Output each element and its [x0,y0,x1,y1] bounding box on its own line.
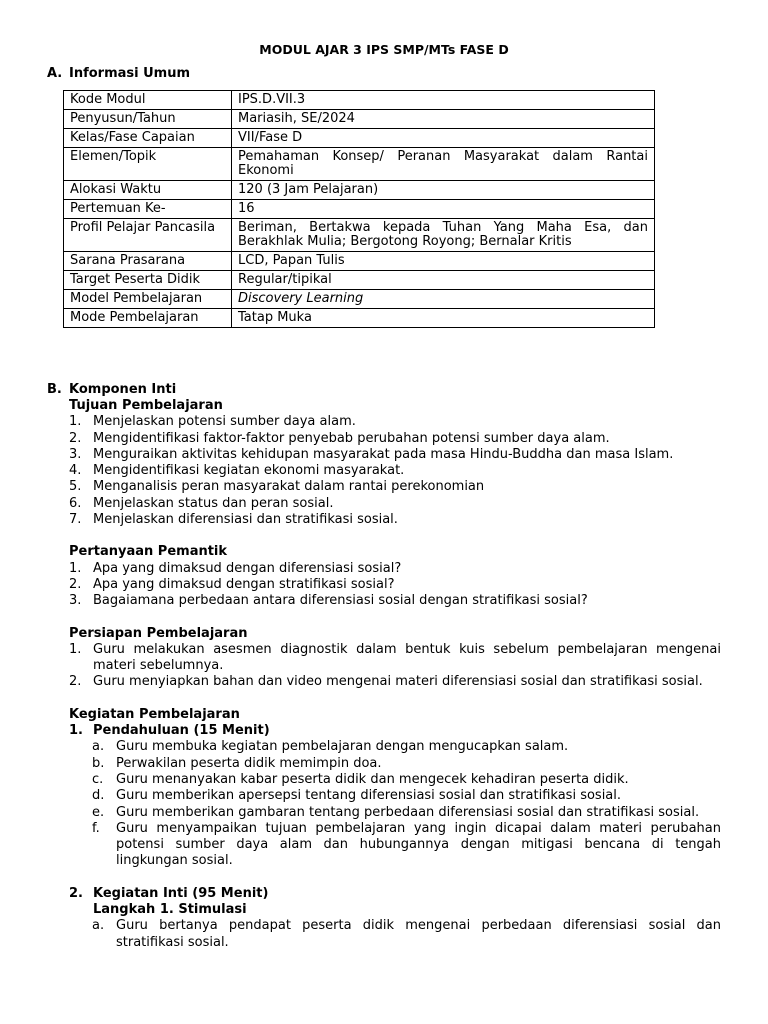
info-key: Alokasi Waktu [64,181,232,200]
pendahuluan-item-marker: e. [92,804,105,820]
section-a-heading [47,66,190,81]
tujuan-item-text: Mengidentifikasi kegiatan ekonomi masyarakat. [93,463,405,479]
tujuan-item-marker: 6. [69,495,82,511]
tujuan-item-text: Menjelaskan potensi sumber daya alam. [93,414,356,430]
tujuan-item-marker: 1. [69,414,82,430]
tujuan-item [47,479,721,495]
pendahuluan-item-text: Perwakilan peserta didik memimpin doa. [116,755,382,771]
pendahuluan-item [47,788,721,804]
section-b-title: Komponen Inti [69,382,177,397]
info-value: Pemahaman Konsep/ Peranan Masyarakat dalam Rantai Ekonomi [232,148,655,181]
pendahuluan-item-text: Guru menanyakan kabar peserta didik dan mengecek kehadiran peserta didik. [116,771,629,787]
pendahuluan-item-text: Guru menyampaikan tujuan pembelajaran yang ingin dicapai dalam materi perubahan potensi sumber daya alam dan hubungannya dengan mitigasi bencana di tengah lingkungan sosial. [116,820,721,869]
info-row [64,200,655,219]
pemantik-item [47,561,721,577]
info-row [64,91,655,110]
pendahuluan-item-marker: a. [92,739,105,755]
info-key: Pertemuan Ke- [64,200,232,219]
inti-phase-list [47,886,721,902]
tujuan-item-marker: 7. [69,512,82,528]
tujuan-item [47,463,721,479]
kegiatan-phase-list [47,723,721,739]
info-key: Penyusun/Tahun [64,110,232,129]
info-key: Model Pembelajaran [64,290,232,309]
inti-item-text: Guru bertanya pendapat peserta didik mengenai perbedaan diferensiasi sosial dan stratifikasi sosial. [116,918,721,950]
pendahuluan-item-text: Guru membuka kegiatan pembelajaran dengan mengucapkan salam. [116,739,569,755]
inti-list [47,918,721,951]
tujuan-item [47,496,721,512]
pemantik-heading: Pertanyaan Pemantik [69,544,228,560]
inti-item [47,918,721,951]
persiapan-item-text: Guru menyiapkan bahan dan video mengenai materi diferensiasi sosial dan stratifikasi sosial. [93,674,703,690]
pendahuluan-item [47,756,721,772]
info-key: Profil Pelajar Pancasila [64,219,232,252]
pendahuluan-item [47,772,721,788]
info-row [64,309,655,328]
info-value: VII/Fase D [232,129,655,148]
tujuan-list [47,414,721,528]
section-b-heading [47,382,176,397]
tujuan-item-marker: 4. [69,463,82,479]
info-value: Mariasih, SE/2024 [232,110,655,129]
info-value: LCD, Papan Tulis [232,252,655,271]
info-key: Sarana Prasarana [64,252,232,271]
pemantik-item-text: Bagaiamana perbedaan antara diferensiasi sosial dengan stratifikasi sosial? [93,593,588,609]
pemantik-item-text: Apa yang dimaksud dengan stratifikasi sosial? [93,576,395,592]
persiapan-item-marker: 1. [69,641,82,657]
pendahuluan-item [47,739,721,755]
inti-title: Kegiatan Inti (95 Menit) [93,885,269,901]
info-row [64,129,655,148]
persiapan-item [47,674,721,690]
info-value: IPS.D.VII.3 [232,91,655,110]
tujuan-item-marker: 5. [69,479,82,495]
persiapan-item [47,642,721,675]
pemantik-item-marker: 1. [69,560,82,576]
info-key: Elemen/Topik [64,148,232,181]
pendahuluan-item [47,805,721,821]
pemantik-list [47,561,721,610]
pendahuluan-item-marker: f. [92,820,100,836]
pemantik-item-text: Apa yang dimaksud dengan diferensiasi sosial? [93,560,402,576]
info-row [64,181,655,200]
pemantik-item [47,577,721,593]
pendahuluan-item-marker: c. [92,771,104,787]
pemantik-item-marker: 2. [69,576,82,592]
section-a-title: Informasi Umum [69,66,191,81]
langkah-heading: Langkah 1. Stimulasi [93,902,247,918]
pendahuluan-item-marker: b. [92,755,105,771]
tujuan-item-text: Menguraikan aktivitas kehidupan masyarakat pada masa Hindu-Buddha dan masa Islam. [93,446,674,462]
section-b-content [47,398,721,951]
info-row [64,110,655,129]
persiapan-item-text: Guru melakukan asesmen diagnostik dalam bentuk kuis sebelum pembelajaran mengenai materi sebelumnya. [93,641,721,674]
tujuan-item [47,512,721,528]
inti-number: 2. [69,885,83,901]
info-row [64,290,655,309]
info-value: Tatap Muka [232,309,655,328]
document-title: MODUL AJAR 3 IPS SMP/MTs FASE D [259,42,509,57]
kegiatan-heading: Kegiatan Pembelajaran [69,706,240,722]
info-row [64,271,655,290]
pendahuluan-title: Pendahuluan (15 Menit) [93,723,270,739]
info-value: Regular/tipikal [232,271,655,290]
info-row [64,252,655,271]
tujuan-item [47,431,721,447]
info-value: 16 [232,200,655,219]
inti-item-marker: a. [92,918,105,934]
info-value: Beriman, Bertakwa kepada Tuhan Yang Maha Esa, dan Berakhlak Mulia; Bergotong Royong; Bernalar Kritis [232,219,655,252]
pendahuluan-item-text: Guru memberikan gambaran tentang perbedaan diferensiasi sosial dan stratifikasi sosial. [116,804,700,820]
info-table [63,90,655,328]
pendahuluan-heading [47,723,721,739]
tujuan-item-text: Menjelaskan diferensiasi dan stratifikasi sosial. [93,512,398,528]
tujuan-item-marker: 2. [69,430,82,446]
info-key: Target Peserta Didik [64,271,232,290]
pendahuluan-item [47,821,721,870]
info-value: 120 (3 Jam Pelajaran) [232,181,655,200]
info-value: Discovery Learning [232,290,655,309]
info-key: Kode Modul [64,91,232,110]
persiapan-list [47,642,721,691]
persiapan-item-marker: 2. [69,674,82,690]
section-b-letter: B. [47,382,62,397]
tujuan-item [47,414,721,430]
info-row [64,219,655,252]
tujuan-item [47,447,721,463]
pemantik-item [47,593,721,609]
pendahuluan-item-marker: d. [92,788,105,804]
info-key: Mode Pembelajaran [64,309,232,328]
persiapan-heading: Persiapan Pembelajaran [69,625,248,641]
tujuan-item-text: Menganalisis peran masyarakat dalam rantai perekonomian [93,479,485,495]
info-row [64,148,655,181]
pendahuluan-number: 1. [69,723,83,739]
pemantik-item-marker: 3. [69,593,82,609]
pendahuluan-list [47,739,721,869]
tujuan-heading: Tujuan Pembelajaran [69,398,223,413]
tujuan-item-text: Menjelaskan status dan peran sosial. [93,495,334,511]
info-key: Kelas/Fase Capaian [64,129,232,148]
pendahuluan-item-text: Guru memberikan apersepsi tentang diferensiasi sosial dan stratifikasi sosial. [116,788,622,804]
section-a-letter: A. [47,66,63,81]
inti-heading [47,886,721,902]
tujuan-item-marker: 3. [69,446,82,462]
tujuan-item-text: Mengidentifikasi faktor-faktor penyebab perubahan potensi sumber daya alam. [93,430,610,446]
